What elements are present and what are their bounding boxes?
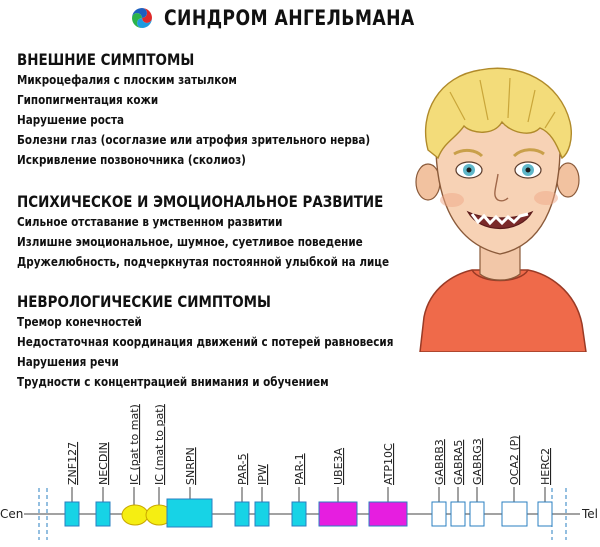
gene-label-ube3a: UBE3A: [332, 447, 345, 485]
gene-label-gabra5: GABRA5: [452, 439, 465, 485]
gene-znf127-box: [65, 502, 79, 526]
gene-oca2-box: [502, 502, 527, 526]
gene-label-par1: PAR-1: [293, 453, 306, 485]
title-row: [0, 6, 600, 30]
list-item: Болезни глаз (осоглазие или атрофия зрительного нерва): [17, 132, 371, 147]
gene-label-atp10c: ATP10C: [382, 443, 395, 485]
logo-icon: [131, 7, 153, 29]
gene-gabrb3-box: [432, 502, 446, 526]
gene-label-oca2: OCA2 (P): [508, 435, 521, 485]
boy-portrait-illustration: [410, 62, 590, 352]
list-item: Сильное отставание в умственном развитии: [17, 214, 283, 229]
gene-necdin-box: [96, 502, 110, 526]
gene-label-ipw: IPW: [256, 464, 269, 485]
list-item: Нарушение роста: [17, 112, 125, 127]
list-item: Нарушения речи: [17, 354, 119, 369]
list-item: Гипопигментация кожи: [17, 92, 159, 107]
gene-map-diagram: [0, 395, 600, 547]
list-item: Искривление позвоночника (сколиоз): [17, 152, 246, 167]
section-heading: ПСИХИЧЕСКОЕ И ЭМОЦИОНАЛЬНОЕ РАЗВИТИЕ: [17, 192, 384, 211]
gene-label-znf127: ZNF127: [66, 441, 79, 485]
list-item: Недостаточная координация движений с потерей равновесия: [17, 334, 394, 349]
list-item: Дружелюбность, подчеркнутая постоянной улыбкой на лице: [17, 254, 390, 269]
section-mental-development: [17, 192, 460, 272]
gene-ic-pat-to-mat-ellipse: [122, 505, 148, 525]
section-heading: ВНЕШНИЕ СИМПТОМЫ: [17, 50, 195, 69]
gene-snrpn-box: [167, 499, 212, 527]
tel-label: Tel: [582, 507, 599, 521]
gene-label-par5: PAR-5: [236, 453, 249, 485]
section-heading: НЕВРОЛОГИЧЕСКИЕ СИМПТОМЫ: [17, 292, 271, 311]
gene-label-ic-mat-to-pat: IC (mat to pat): [153, 404, 166, 485]
list-item: Трудности с концентрацией внимания и обучением: [17, 374, 329, 389]
gene-herc2-box: [538, 502, 552, 526]
gene-ube3a-box: [319, 502, 357, 526]
gene-label-herc2: HERC2: [539, 448, 552, 485]
gene-par5-box: [235, 502, 249, 526]
list-item: Излишне эмоциональное, шумное, суетливое поведение: [17, 234, 363, 249]
gene-par1-box: [292, 502, 306, 526]
section-neurological-symptoms: [17, 292, 465, 392]
section-external-symptoms: [17, 50, 437, 170]
gene-label-ic-pat-to-mat: IC (pat to mat): [128, 404, 141, 485]
list-item: Микроцефалия с плоским затылком: [17, 72, 237, 87]
gene-atp10c-box: [369, 502, 407, 526]
cen-label: Cen: [0, 507, 24, 521]
gene-gabra5-box: [451, 502, 465, 526]
list-item: Тремор конечностей: [17, 314, 142, 329]
gene-label-gabrg3: GABRG3: [471, 438, 484, 485]
page-title: СИНДРОМ АНГЕЛЬМАНА: [163, 6, 415, 30]
gene-label-snrpn: SNRPN: [184, 447, 197, 485]
gene-label-necdin: NECDIN: [97, 442, 110, 485]
gene-gabrg3-box: [470, 502, 484, 526]
gene-label-gabrb3: GABRB3: [433, 439, 446, 485]
gene-ipw-box: [255, 502, 269, 526]
